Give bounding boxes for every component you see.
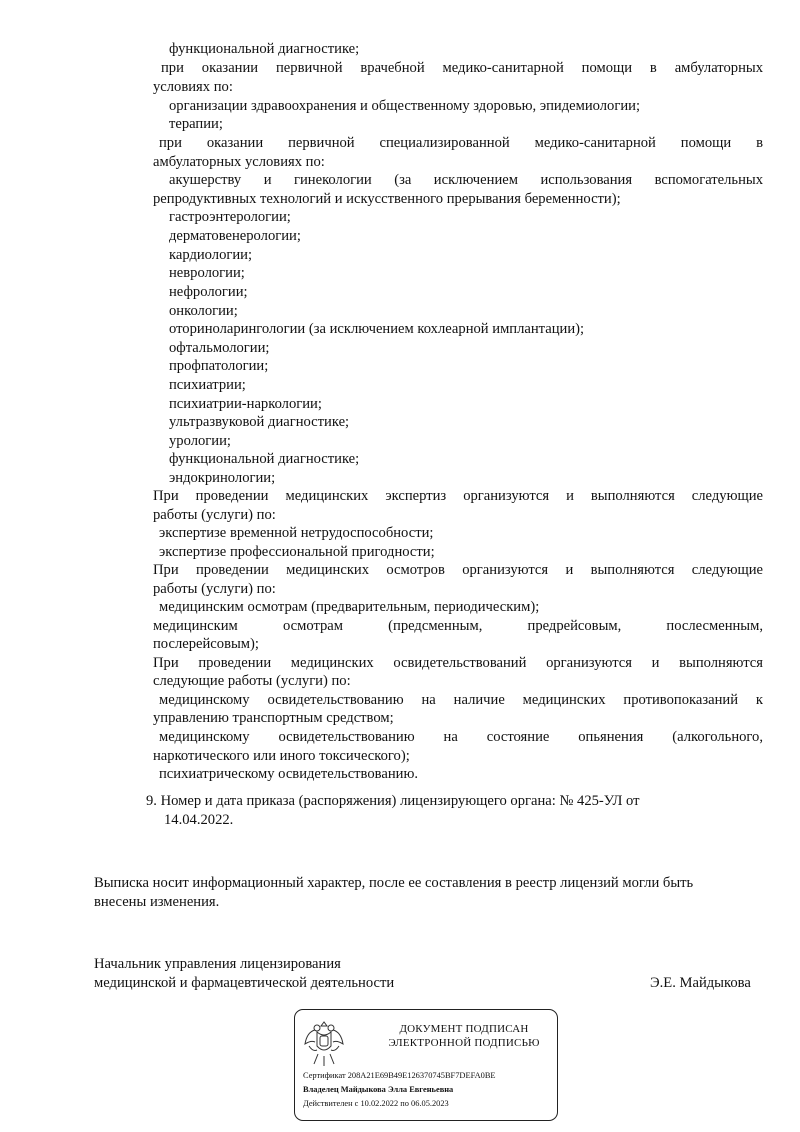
content-line: экспертизе временной нетрудоспособности; <box>159 525 434 541</box>
content-line: акушерству и гинекологии (за исключением использования вспомогательных <box>169 172 763 188</box>
electronic-signature-stamp <box>294 1009 558 1121</box>
content-line: психиатрии-наркологии; <box>169 396 322 412</box>
content-line: функциональной диагностике; <box>169 451 360 467</box>
notice-line-2: внесены изменения. <box>94 894 220 910</box>
content-line: медицинскому освидетельствованию на состояние опьянения (алкогольного, <box>159 729 763 745</box>
content-line: при оказании первичной врачебной медико-санитарной помощи в амбулаторных <box>161 60 763 76</box>
content-line: гастроэнтерологии; <box>169 209 291 225</box>
content-line: репродуктивных технологий и искусственного прерывания беременности); <box>153 191 621 207</box>
content-line: работы (услуги) по: <box>153 507 276 523</box>
content-line: медицинским осмотрам (предсменным, предрейсовым, послесменным, <box>153 618 763 634</box>
content-line: нефрологии; <box>169 284 248 300</box>
content-line: урологии; <box>169 433 231 449</box>
content-line: психиатрическому освидетельствованию. <box>159 766 418 782</box>
double-headed-eagle-icon <box>303 1016 345 1070</box>
content-line: При проведении медицинских освидетельствований организуются и выполняются <box>153 655 763 671</box>
content-line: при оказании первичной специализированной медико-санитарной помощи в <box>159 135 763 151</box>
content-line: работы (услуги) по: <box>153 581 276 597</box>
content-line: медицинскому освидетельствованию на наличие медицинских противопоказаний к <box>159 692 763 708</box>
content-line: кардиологии; <box>169 247 253 263</box>
stamp-owner: Владелец Майдыкова Элла Евгеньевна <box>303 1085 454 1094</box>
content-line: условиях по: <box>153 79 233 95</box>
content-line: дерматовенерологии; <box>169 228 301 244</box>
stamp-title-line-2: ЭЛЕКТРОННОЙ ПОДПИСЬЮ <box>388 1037 540 1049</box>
stamp-title-line-1: ДОКУМЕНТ ПОДПИСАН <box>399 1023 529 1035</box>
content-line: При проведении медицинских осмотров организуются и выполняются следующие <box>153 562 763 578</box>
content-line: ультразвуковой диагностике; <box>169 414 350 430</box>
notice-line-1: Выписка носит информационный характер, после ее составления в реестр лицензий могли быть <box>94 875 694 891</box>
order-line-2: 14.04.2022. <box>164 812 234 828</box>
signatory-name: Э.Е. Майдыкова <box>650 975 751 991</box>
content-line: экспертизе профессиональной пригодности; <box>159 544 435 560</box>
content-line: наркотического или иного токсического); <box>153 748 410 764</box>
content-line: профпатологии; <box>169 358 269 374</box>
content-line: медицинским осмотрам (предварительным, периодическим); <box>159 599 540 615</box>
content-line: управлению транспортным средством; <box>153 710 394 726</box>
content-line: онкологии; <box>169 303 238 319</box>
content-line: амбулаторных условиях по: <box>153 154 325 170</box>
content-line: оториноларингологии (за исключением кохлеарной имплантации); <box>169 321 585 337</box>
order-line-1: 9. Номер и дата приказа (распоряжения) лицензирующего органа: № 425-УЛ от <box>146 793 640 809</box>
stamp-certificate: Сертификат 208A21E69B49E126370745BF7DEFA0BE <box>303 1071 496 1080</box>
content-line: организации здравоохранения и общественному здоровью, эпидемиологии; <box>169 98 641 114</box>
content-line: следующие работы (услуги) по: <box>153 673 351 689</box>
content-line: При проведении медицинских экспертиз организуются и выполняются следующие <box>153 488 763 504</box>
content-line: психиатрии; <box>169 377 246 393</box>
content-line: офтальмологии; <box>169 340 270 356</box>
content-line: эндокринологии; <box>169 470 276 486</box>
content-line: неврологии; <box>169 265 245 281</box>
content-line: терапии; <box>169 116 223 132</box>
signatory-title-line-1: Начальник управления лицензирования <box>94 956 341 972</box>
content-line: функциональной диагностике; <box>169 41 360 57</box>
stamp-validity: Действителен с 10.02.2022 по 06.05.2023 <box>303 1099 449 1108</box>
signatory-title-line-2: медицинской и фармацевтической деятельности <box>94 975 395 991</box>
content-line: послерейсовым); <box>153 636 259 652</box>
